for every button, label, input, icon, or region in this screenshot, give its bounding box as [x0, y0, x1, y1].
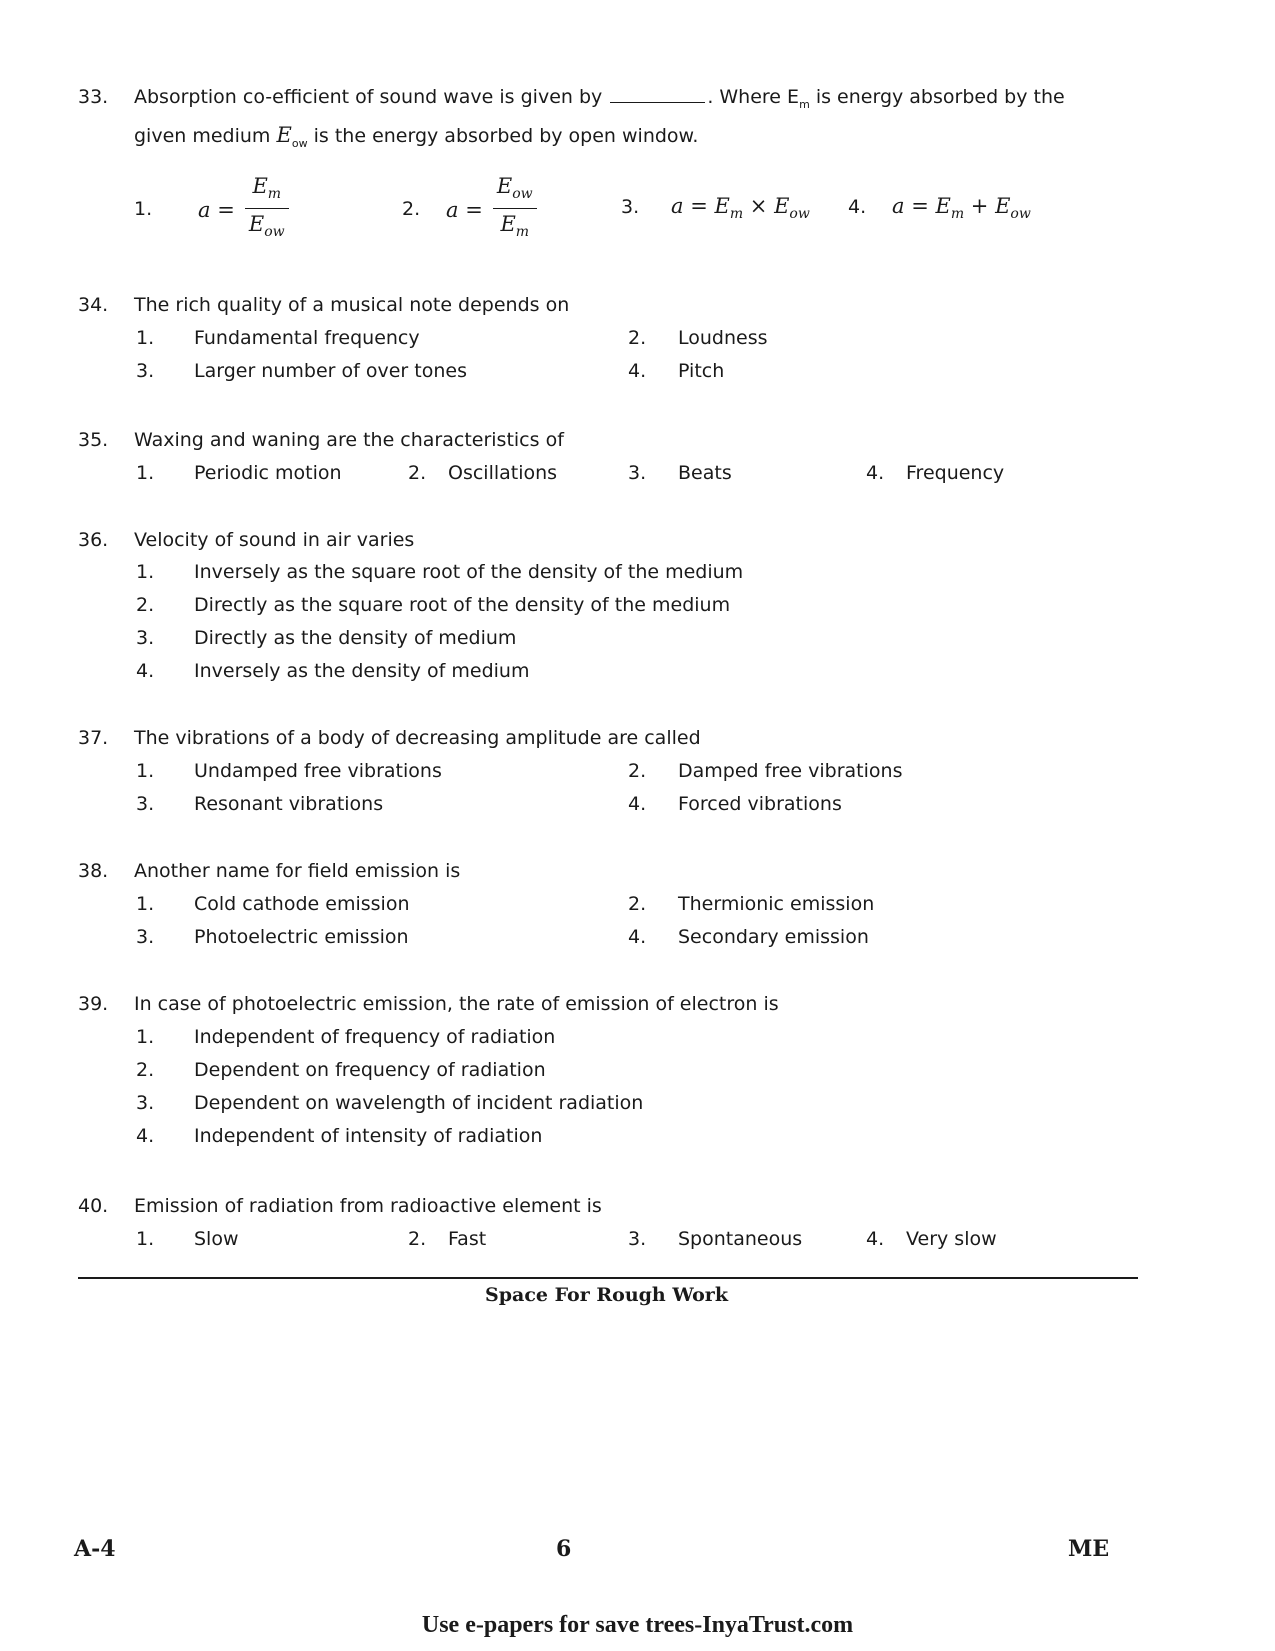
option-1[interactable]: 1. Fundamental frequency	[136, 327, 420, 349]
option-1[interactable]: 1. Undamped free vibrations	[136, 760, 442, 782]
option-3[interactable]: 3. Photoelectric emission	[136, 926, 409, 948]
question-35	[78, 423, 1138, 457]
question-39	[78, 987, 1138, 1021]
question-33-line-1	[78, 80, 1138, 114]
formula: $a = E_m + E_{ow}$	[892, 194, 1031, 223]
option-3[interactable]: 3. Resonant vibrations	[136, 793, 384, 815]
question-text: Emission of radiation from radioactive element is	[134, 1195, 602, 1217]
option-2[interactable]: 2. a = $\frac{E_{ow}}{E_m}$	[402, 172, 537, 236]
divider-rule	[78, 1277, 1138, 1279]
option-4[interactable]: 4. Independent of intensity of radiation	[136, 1125, 543, 1147]
option-4[interactable]: 4. Very slow	[866, 1228, 997, 1250]
option-4[interactable]: 4. Secondary emission	[628, 926, 869, 948]
question-number: 39.	[78, 993, 109, 1015]
option-2[interactable]: 2. Oscillations	[408, 462, 558, 484]
option-2[interactable]: 2. Loudness	[628, 327, 768, 349]
question-number: 34.	[78, 294, 109, 316]
question-text: given medium	[134, 125, 271, 147]
option-3[interactable]: 3. Directly as the density of medium	[136, 627, 517, 649]
question-text: is energy absorbed by the	[815, 86, 1065, 108]
question-number: 38.	[78, 860, 109, 882]
footer-code-right: ME	[1068, 1536, 1110, 1562]
footer-code-left: A-4	[74, 1536, 116, 1562]
fraction: $\frac{E_m}{E_{ow}}$	[245, 172, 289, 247]
formula: $a = E_m \times E_{ow}$	[671, 194, 810, 223]
question-34	[78, 288, 1138, 322]
question-number: 40.	[78, 1195, 109, 1217]
option-1[interactable]: 1. Slow	[136, 1228, 239, 1250]
question-text: Velocity of sound in air varies	[134, 529, 415, 551]
question-36	[78, 523, 1138, 557]
option-4[interactable]: 4. Pitch	[628, 360, 725, 382]
option-2[interactable]: 2. Fast	[408, 1228, 487, 1250]
question-37	[78, 721, 1138, 755]
option-4[interactable]: 4. $a = E_m + E_{ow}$	[848, 194, 1031, 223]
question-text: The vibrations of a body of decreasing amplitude are called	[134, 727, 701, 749]
option-2[interactable]: 2. Damped free vibrations	[628, 760, 903, 782]
question-40	[78, 1189, 1138, 1223]
answer-blank	[610, 84, 705, 103]
option-3[interactable]: 3. Beats	[628, 462, 732, 484]
question-text: The rich quality of a musical note depends on	[134, 294, 570, 316]
option-1[interactable]: 1. Independent of frequency of radiation	[136, 1026, 556, 1048]
energy-symbol: E	[787, 86, 800, 108]
question-text: Absorption co-efficient of sound wave is given by	[134, 86, 603, 108]
page-number: 6	[556, 1536, 572, 1562]
question-text: In case of photoelectric emission, the rate of emission of electron is	[134, 993, 779, 1015]
option-4[interactable]: 4. Forced vibrations	[628, 793, 842, 815]
option-3[interactable]: 3. Larger number of over tones	[136, 360, 467, 382]
question-number: 35.	[78, 429, 109, 451]
question-number: 37.	[78, 727, 109, 749]
question-text: Another name for field emission is	[134, 860, 461, 882]
rough-work-heading: Space For Rough Work	[485, 1284, 728, 1306]
fraction: $\frac{E_{ow}}{E_m}$	[493, 172, 537, 247]
option-1[interactable]: 1. Cold cathode emission	[136, 893, 410, 915]
option-1[interactable]: 1. Periodic motion	[136, 462, 342, 484]
option-2[interactable]: 2. Dependent on frequency of radiation	[136, 1059, 546, 1081]
option-4[interactable]: 4. Inversely as the density of medium	[136, 660, 530, 682]
option-2[interactable]: 2. Thermionic emission	[628, 893, 875, 915]
option-3[interactable]: 3. Spontaneous	[628, 1228, 803, 1250]
energy-subscript: m	[799, 98, 810, 111]
question-33-line-2	[78, 118, 1138, 152]
option-1[interactable]: 1. a = $\frac{E_m}{E_{ow}}$	[134, 172, 289, 236]
question-number: 36.	[78, 529, 109, 551]
option-4[interactable]: 4. Frequency	[866, 462, 1005, 484]
option-3[interactable]: 3. Dependent on wavelength of incident radiation	[136, 1092, 644, 1114]
question-33	[78, 80, 1138, 152]
energy-subscript: ow	[291, 137, 308, 150]
site-footer: Use e-papers for save trees-InyaTrust.com	[421, 1612, 854, 1638]
option-1[interactable]: 1. Inversely as the square root of the density of the medium	[136, 561, 744, 583]
option-3[interactable]: 3. $a = E_m \times E_{ow}$	[621, 194, 810, 223]
question-text: . Where	[707, 86, 781, 108]
question-text: Waxing and waning are the characteristics of	[134, 429, 564, 451]
option-2[interactable]: 2. Directly as the square root of the density of the medium	[136, 594, 731, 616]
question-number: 33.	[78, 86, 109, 108]
question-38	[78, 854, 1138, 888]
energy-symbol: E	[276, 123, 292, 147]
question-text: is the energy absorbed by open window.	[313, 125, 699, 147]
